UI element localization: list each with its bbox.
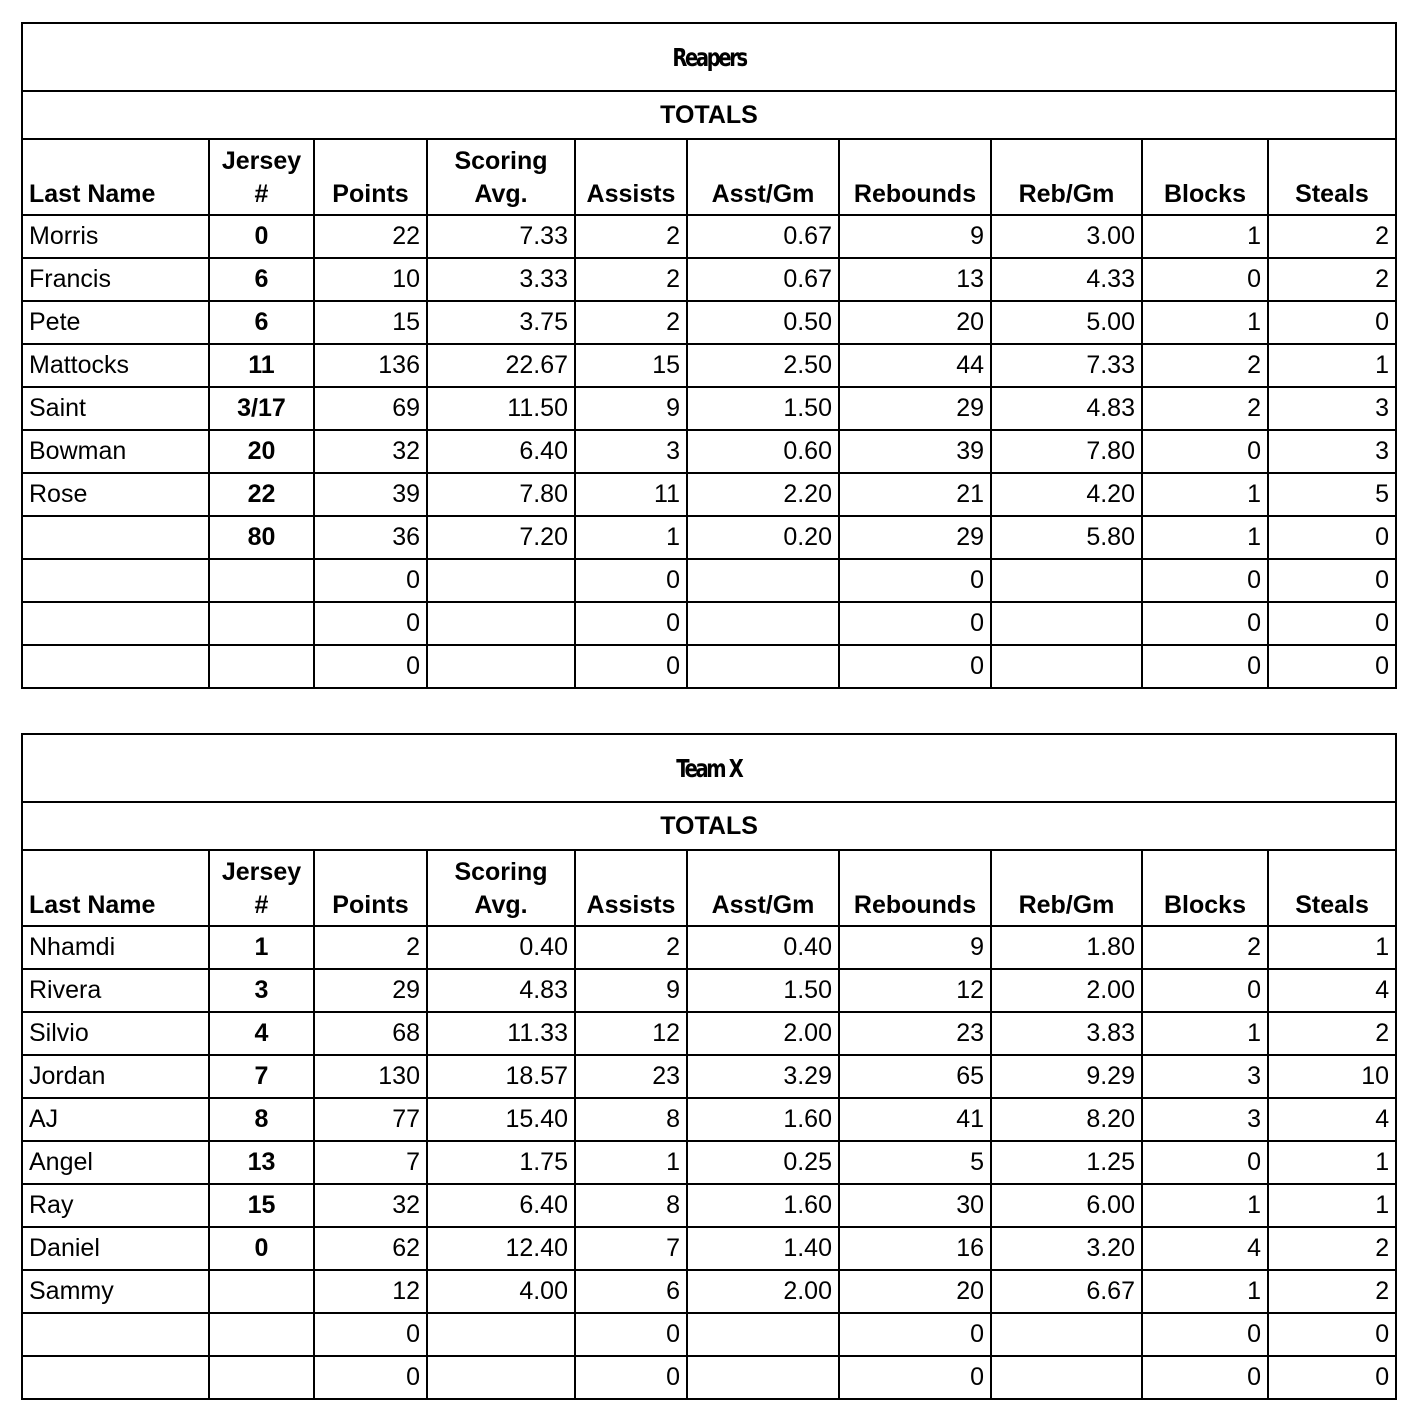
cell-blocks: 2 <box>1142 344 1268 387</box>
cell-scoring-avg: 7.20 <box>427 516 575 559</box>
cell-asst-gm: 2.00 <box>687 1270 839 1313</box>
cell-scoring-avg <box>427 1313 575 1356</box>
table-row <box>22 1098 1396 1141</box>
team-title: Reapers <box>22 23 1396 91</box>
header-points: Points <box>314 139 427 215</box>
cell-jersey: 3/17 <box>209 387 314 430</box>
cell-scoring-avg <box>427 645 575 688</box>
table-row <box>22 645 1396 688</box>
cell-jersey: 3 <box>209 969 314 1012</box>
cell-blocks: 0 <box>1142 559 1268 602</box>
cell-assists: 9 <box>575 387 687 430</box>
cell-steals: 0 <box>1268 645 1396 688</box>
header-scoring-avg: Scoring Avg. <box>427 850 575 926</box>
cell-jersey: 1 <box>209 926 314 969</box>
cell-points: 12 <box>314 1270 427 1313</box>
cell-scoring-avg: 1.75 <box>427 1141 575 1184</box>
table-row <box>22 1270 1396 1313</box>
cell-assists: 2 <box>575 258 687 301</box>
cell-reb-gm: 1.80 <box>991 926 1142 969</box>
cell-last-name: Nhamdi <box>22 926 209 969</box>
table-row <box>22 559 1396 602</box>
cell-blocks: 0 <box>1142 969 1268 1012</box>
cell-assists: 12 <box>575 1012 687 1055</box>
header-rebounds: Rebounds <box>839 139 991 215</box>
header-reb-gm: Reb/Gm <box>991 139 1142 215</box>
cell-last-name <box>22 1356 209 1399</box>
cell-assists: 9 <box>575 969 687 1012</box>
cell-blocks: 1 <box>1142 1012 1268 1055</box>
cell-assists: 6 <box>575 1270 687 1313</box>
cell-scoring-avg <box>427 602 575 645</box>
header-steals: Steals <box>1268 139 1396 215</box>
header-assists: Assists <box>575 139 687 215</box>
cell-reb-gm: 6.00 <box>991 1184 1142 1227</box>
cell-last-name <box>22 602 209 645</box>
cell-points: 68 <box>314 1012 427 1055</box>
cell-rebounds: 0 <box>839 645 991 688</box>
cell-last-name: Ray <box>22 1184 209 1227</box>
cell-reb-gm: 7.80 <box>991 430 1142 473</box>
cell-steals: 3 <box>1268 430 1396 473</box>
cell-reb-gm <box>991 1356 1142 1399</box>
cell-blocks: 1 <box>1142 1270 1268 1313</box>
cell-rebounds: 23 <box>839 1012 991 1055</box>
cell-asst-gm: 1.50 <box>687 387 839 430</box>
cell-steals: 2 <box>1268 1012 1396 1055</box>
table-row <box>22 1227 1396 1270</box>
header-blocks: Blocks <box>1142 850 1268 926</box>
cell-last-name: AJ <box>22 1098 209 1141</box>
cell-rebounds: 0 <box>839 1356 991 1399</box>
header-jersey: Jersey # <box>209 139 314 215</box>
header-rebounds: Rebounds <box>839 850 991 926</box>
cell-steals: 0 <box>1268 559 1396 602</box>
cell-rebounds: 0 <box>839 602 991 645</box>
cell-jersey <box>209 645 314 688</box>
cell-steals: 0 <box>1268 1356 1396 1399</box>
cell-assists: 11 <box>575 473 687 516</box>
cell-assists: 8 <box>575 1098 687 1141</box>
cell-rebounds: 0 <box>839 1313 991 1356</box>
cell-asst-gm: 1.50 <box>687 969 839 1012</box>
cell-scoring-avg <box>427 1356 575 1399</box>
table-row <box>22 516 1396 559</box>
cell-last-name: Morris <box>22 215 209 258</box>
cell-last-name: Mattocks <box>22 344 209 387</box>
cell-steals: 10 <box>1268 1055 1396 1098</box>
cell-rebounds: 12 <box>839 969 991 1012</box>
cell-points: 136 <box>314 344 427 387</box>
cell-steals: 4 <box>1268 969 1396 1012</box>
cell-rebounds: 39 <box>839 430 991 473</box>
cell-scoring-avg: 0.40 <box>427 926 575 969</box>
cell-jersey: 22 <box>209 473 314 516</box>
team-x-totals-table <box>21 733 1397 1400</box>
cell-assists: 2 <box>575 301 687 344</box>
cell-scoring-avg: 11.33 <box>427 1012 575 1055</box>
cell-assists: 7 <box>575 1227 687 1270</box>
cell-rebounds: 9 <box>839 926 991 969</box>
cell-assists: 1 <box>575 1141 687 1184</box>
cell-reb-gm: 5.80 <box>991 516 1142 559</box>
cell-asst-gm: 0.60 <box>687 430 839 473</box>
cell-jersey: 13 <box>209 1141 314 1184</box>
cell-points: 22 <box>314 215 427 258</box>
cell-scoring-avg: 7.33 <box>427 215 575 258</box>
cell-blocks: 3 <box>1142 1055 1268 1098</box>
cell-points: 2 <box>314 926 427 969</box>
cell-steals: 1 <box>1268 344 1396 387</box>
cell-points: 0 <box>314 1356 427 1399</box>
cell-blocks: 0 <box>1142 258 1268 301</box>
cell-reb-gm: 4.20 <box>991 473 1142 516</box>
header-assists: Assists <box>575 850 687 926</box>
cell-rebounds: 21 <box>839 473 991 516</box>
cell-points: 29 <box>314 969 427 1012</box>
header-reb-gm: Reb/Gm <box>991 850 1142 926</box>
cell-assists: 2 <box>575 926 687 969</box>
cell-points: 62 <box>314 1227 427 1270</box>
cell-steals: 1 <box>1268 926 1396 969</box>
cell-blocks: 1 <box>1142 1184 1268 1227</box>
cell-assists: 2 <box>575 215 687 258</box>
cell-asst-gm: 0.50 <box>687 301 839 344</box>
cell-reb-gm <box>991 559 1142 602</box>
cell-scoring-avg: 6.40 <box>427 1184 575 1227</box>
cell-asst-gm: 1.60 <box>687 1098 839 1141</box>
cell-scoring-avg: 7.80 <box>427 473 575 516</box>
cell-rebounds: 0 <box>839 559 991 602</box>
cell-blocks: 2 <box>1142 926 1268 969</box>
cell-assists: 0 <box>575 1313 687 1356</box>
cell-scoring-avg <box>427 559 575 602</box>
cell-points: 39 <box>314 473 427 516</box>
cell-asst-gm: 2.50 <box>687 344 839 387</box>
cell-jersey: 8 <box>209 1098 314 1141</box>
cell-asst-gm: 0.20 <box>687 516 839 559</box>
cell-blocks: 1 <box>1142 301 1268 344</box>
cell-scoring-avg: 18.57 <box>427 1055 575 1098</box>
cell-rebounds: 30 <box>839 1184 991 1227</box>
header-last-name: Last Name <box>22 850 209 926</box>
cell-blocks: 0 <box>1142 1356 1268 1399</box>
cell-reb-gm: 3.00 <box>991 215 1142 258</box>
cell-asst-gm <box>687 645 839 688</box>
cell-reb-gm: 1.25 <box>991 1141 1142 1184</box>
cell-steals: 4 <box>1268 1098 1396 1141</box>
totals-heading: TOTALS <box>22 802 1396 850</box>
cell-points: 0 <box>314 645 427 688</box>
cell-jersey <box>209 1356 314 1399</box>
cell-scoring-avg: 12.40 <box>427 1227 575 1270</box>
table-row <box>22 926 1396 969</box>
cell-points: 0 <box>314 602 427 645</box>
cell-asst-gm: 0.67 <box>687 258 839 301</box>
cell-rebounds: 20 <box>839 301 991 344</box>
header-steals: Steals <box>1268 850 1396 926</box>
cell-reb-gm <box>991 645 1142 688</box>
cell-blocks: 0 <box>1142 430 1268 473</box>
cell-scoring-avg: 3.33 <box>427 258 575 301</box>
cell-jersey: 4 <box>209 1012 314 1055</box>
table-row <box>22 1055 1396 1098</box>
table-row <box>22 1141 1396 1184</box>
cell-steals: 0 <box>1268 301 1396 344</box>
header-asst-gm: Asst/Gm <box>687 139 839 215</box>
cell-rebounds: 9 <box>839 215 991 258</box>
cell-last-name <box>22 645 209 688</box>
cell-steals: 2 <box>1268 215 1396 258</box>
cell-jersey: 6 <box>209 301 314 344</box>
cell-reb-gm <box>991 1313 1142 1356</box>
cell-assists: 0 <box>575 1356 687 1399</box>
cell-blocks: 2 <box>1142 387 1268 430</box>
cell-rebounds: 13 <box>839 258 991 301</box>
cell-steals: 0 <box>1268 602 1396 645</box>
cell-jersey: 7 <box>209 1055 314 1098</box>
cell-jersey: 80 <box>209 516 314 559</box>
cell-rebounds: 5 <box>839 1141 991 1184</box>
table-row <box>22 344 1396 387</box>
cell-last-name: Daniel <box>22 1227 209 1270</box>
reapers-totals-table <box>21 22 1397 689</box>
cell-blocks: 4 <box>1142 1227 1268 1270</box>
cell-scoring-avg: 4.83 <box>427 969 575 1012</box>
cell-assists: 0 <box>575 602 687 645</box>
cell-points: 32 <box>314 430 427 473</box>
cell-points: 32 <box>314 1184 427 1227</box>
cell-reb-gm: 7.33 <box>991 344 1142 387</box>
table-row <box>22 1184 1396 1227</box>
cell-last-name: Pete <box>22 301 209 344</box>
cell-steals: 0 <box>1268 516 1396 559</box>
cell-points: 130 <box>314 1055 427 1098</box>
header-scoring-avg: Scoring Avg. <box>427 139 575 215</box>
cell-points: 77 <box>314 1098 427 1141</box>
table-row <box>22 301 1396 344</box>
header-jersey: Jersey # <box>209 850 314 926</box>
cell-assists: 1 <box>575 516 687 559</box>
cell-last-name <box>22 559 209 602</box>
cell-asst-gm <box>687 1313 839 1356</box>
cell-asst-gm <box>687 1356 839 1399</box>
cell-last-name <box>22 516 209 559</box>
cell-blocks: 0 <box>1142 1141 1268 1184</box>
cell-assists: 15 <box>575 344 687 387</box>
cell-steals: 3 <box>1268 387 1396 430</box>
table-row <box>22 258 1396 301</box>
cell-last-name: Francis <box>22 258 209 301</box>
cell-points: 10 <box>314 258 427 301</box>
cell-assists: 3 <box>575 430 687 473</box>
cell-last-name: Rivera <box>22 969 209 1012</box>
cell-jersey: 20 <box>209 430 314 473</box>
cell-jersey: 11 <box>209 344 314 387</box>
cell-last-name: Rose <box>22 473 209 516</box>
cell-jersey: 0 <box>209 215 314 258</box>
cell-reb-gm: 5.00 <box>991 301 1142 344</box>
cell-reb-gm: 6.67 <box>991 1270 1142 1313</box>
cell-scoring-avg: 6.40 <box>427 430 575 473</box>
cell-reb-gm: 4.83 <box>991 387 1142 430</box>
cell-points: 36 <box>314 516 427 559</box>
cell-steals: 1 <box>1268 1141 1396 1184</box>
cell-jersey: 0 <box>209 1227 314 1270</box>
cell-asst-gm <box>687 602 839 645</box>
cell-points: 7 <box>314 1141 427 1184</box>
cell-scoring-avg: 3.75 <box>427 301 575 344</box>
cell-rebounds: 29 <box>839 387 991 430</box>
cell-blocks: 1 <box>1142 473 1268 516</box>
cell-reb-gm <box>991 602 1142 645</box>
cell-assists: 23 <box>575 1055 687 1098</box>
cell-reb-gm: 4.33 <box>991 258 1142 301</box>
cell-blocks: 1 <box>1142 215 1268 258</box>
cell-jersey <box>209 1270 314 1313</box>
column-header-row <box>22 139 1396 215</box>
totals-heading: TOTALS <box>22 91 1396 139</box>
cell-last-name <box>22 1313 209 1356</box>
cell-rebounds: 20 <box>839 1270 991 1313</box>
cell-blocks: 0 <box>1142 602 1268 645</box>
cell-asst-gm: 2.00 <box>687 1012 839 1055</box>
cell-asst-gm: 0.67 <box>687 215 839 258</box>
cell-points: 69 <box>314 387 427 430</box>
cell-last-name: Jordan <box>22 1055 209 1098</box>
cell-asst-gm: 3.29 <box>687 1055 839 1098</box>
cell-blocks: 0 <box>1142 645 1268 688</box>
cell-points: 0 <box>314 1313 427 1356</box>
cell-jersey <box>209 559 314 602</box>
cell-steals: 2 <box>1268 1227 1396 1270</box>
table-row <box>22 1012 1396 1055</box>
table-row <box>22 430 1396 473</box>
table-row <box>22 1356 1396 1399</box>
cell-jersey: 15 <box>209 1184 314 1227</box>
cell-assists: 8 <box>575 1184 687 1227</box>
cell-reb-gm: 8.20 <box>991 1098 1142 1141</box>
cell-last-name: Silvio <box>22 1012 209 1055</box>
cell-asst-gm <box>687 559 839 602</box>
cell-last-name: Angel <box>22 1141 209 1184</box>
cell-rebounds: 16 <box>839 1227 991 1270</box>
cell-scoring-avg: 11.50 <box>427 387 575 430</box>
cell-blocks: 1 <box>1142 516 1268 559</box>
table-row <box>22 387 1396 430</box>
cell-reb-gm: 9.29 <box>991 1055 1142 1098</box>
team-title: Team X <box>22 734 1396 802</box>
cell-points: 0 <box>314 559 427 602</box>
cell-scoring-avg: 15.40 <box>427 1098 575 1141</box>
cell-rebounds: 44 <box>839 344 991 387</box>
header-points: Points <box>314 850 427 926</box>
cell-jersey: 6 <box>209 258 314 301</box>
table-row <box>22 215 1396 258</box>
cell-last-name: Saint <box>22 387 209 430</box>
cell-asst-gm: 2.20 <box>687 473 839 516</box>
cell-steals: 5 <box>1268 473 1396 516</box>
cell-asst-gm: 1.40 <box>687 1227 839 1270</box>
cell-scoring-avg: 22.67 <box>427 344 575 387</box>
cell-steals: 2 <box>1268 1270 1396 1313</box>
cell-steals: 0 <box>1268 1313 1396 1356</box>
cell-last-name: Bowman <box>22 430 209 473</box>
cell-steals: 2 <box>1268 258 1396 301</box>
cell-asst-gm: 0.40 <box>687 926 839 969</box>
cell-rebounds: 29 <box>839 516 991 559</box>
cell-reb-gm: 2.00 <box>991 969 1142 1012</box>
table-row <box>22 602 1396 645</box>
cell-asst-gm: 0.25 <box>687 1141 839 1184</box>
header-asst-gm: Asst/Gm <box>687 850 839 926</box>
header-blocks: Blocks <box>1142 139 1268 215</box>
cell-assists: 0 <box>575 645 687 688</box>
cell-blocks: 3 <box>1142 1098 1268 1141</box>
cell-reb-gm: 3.20 <box>991 1227 1142 1270</box>
cell-steals: 1 <box>1268 1184 1396 1227</box>
cell-rebounds: 65 <box>839 1055 991 1098</box>
cell-last-name: Sammy <box>22 1270 209 1313</box>
table-row <box>22 969 1396 1012</box>
column-header-row <box>22 850 1396 926</box>
table-row <box>22 1313 1396 1356</box>
header-last-name: Last Name <box>22 139 209 215</box>
cell-reb-gm: 3.83 <box>991 1012 1142 1055</box>
cell-asst-gm: 1.60 <box>687 1184 839 1227</box>
cell-jersey <box>209 1313 314 1356</box>
cell-points: 15 <box>314 301 427 344</box>
table-row <box>22 473 1396 516</box>
cell-jersey <box>209 602 314 645</box>
cell-rebounds: 41 <box>839 1098 991 1141</box>
cell-scoring-avg: 4.00 <box>427 1270 575 1313</box>
cell-assists: 0 <box>575 559 687 602</box>
cell-blocks: 0 <box>1142 1313 1268 1356</box>
